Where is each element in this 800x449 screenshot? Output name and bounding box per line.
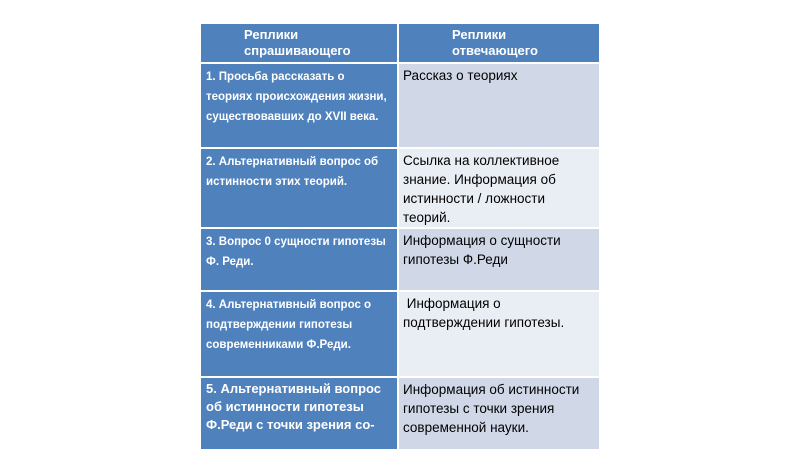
answer-text: Информация об истинности гипотезы с точки зрения современной науки. xyxy=(403,382,580,435)
question-text: 1. Просьба рассказать о теориях происхождения жизни, существовавших до XVII века. xyxy=(206,71,387,123)
header-answerer xyxy=(398,24,599,63)
question-text: 3. Вопрос 0 сущности гипотезы Ф. Реди. xyxy=(206,236,386,268)
table-row xyxy=(201,377,599,449)
table-header-row xyxy=(201,24,599,63)
answer-cell xyxy=(398,228,599,291)
answer-cell xyxy=(398,377,599,449)
question-cell xyxy=(201,377,398,449)
question-cell xyxy=(201,63,398,148)
question-text: 2. Альтернативный вопрос об истинности этих теорий. xyxy=(206,156,379,188)
question-cell xyxy=(201,228,398,291)
table-row xyxy=(201,63,599,148)
table-row xyxy=(201,228,599,291)
question-cell xyxy=(201,291,398,377)
question-cell xyxy=(201,148,398,228)
header-answerer-label: Реплики отвечающего xyxy=(452,27,538,58)
header-asker xyxy=(201,24,398,63)
answer-text: Рассказ о теориях xyxy=(403,68,518,83)
header-asker-label: Реплики спрашивающего xyxy=(244,27,351,58)
dialogue-table xyxy=(201,24,599,449)
question-text: 4. Альтернативный вопрос о подтверждении гипотезы современниками Ф.Реди. xyxy=(206,299,372,351)
answer-cell xyxy=(398,291,599,377)
answer-cell xyxy=(398,148,599,228)
answer-text: Ссылка на коллективное знание. Информация об истинности / ложности теорий. xyxy=(403,153,560,225)
question-text: 5. Альтернативный вопрос об истинности гипотезы Ф.Реди с точки зрения со- xyxy=(206,381,382,432)
answer-cell xyxy=(398,63,599,148)
table-row xyxy=(201,148,599,228)
table-row xyxy=(201,291,599,377)
answer-text: Информация о подтверждении гипотезы. xyxy=(403,296,565,330)
answer-text: Информация о сущности гипотезы Ф.Реди xyxy=(403,233,561,267)
